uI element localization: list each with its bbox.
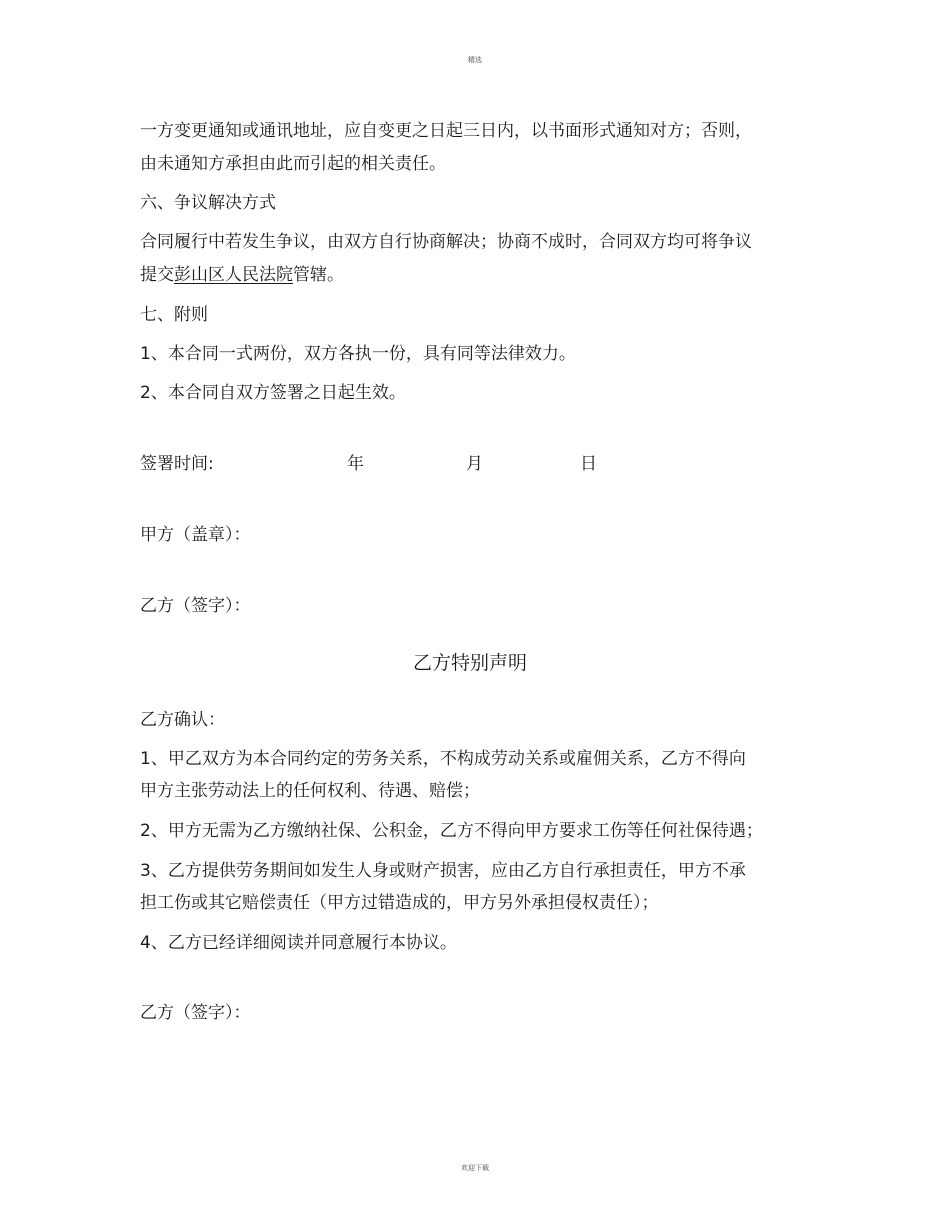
declaration-party-b-sign: 乙方（签字）： — [140, 1003, 251, 1023]
declaration-item-3-line-1: 3、乙方提供劳务期间如发生人身或财产损害，应由乙方自行承担责任，甲方不承 — [140, 861, 746, 881]
sign-day: 日 — [580, 454, 597, 474]
declaration-item-1-line-2: 甲方主张劳动法上的任何权利、待遇、赔偿； — [140, 781, 480, 801]
declaration-confirm: 乙方确认： — [140, 710, 225, 730]
declaration-item-4: 4、乙方已经详细阅读并同意履行本协议。 — [140, 933, 457, 953]
section7-item-1: 1、本合同一式两份，双方各执一份，具有同等法律效力。 — [140, 344, 576, 364]
page-header-mark: 精选 — [468, 56, 482, 64]
declaration-item-3-line-2: 担工伤或其它赔偿责任（甲方过错造成的，甲方另外承担侵权责任）； — [140, 893, 659, 913]
notice-line-2: 由未通知方承担由此而引起的相关责任。 — [140, 154, 446, 174]
section6-line-2-prefix: 提交 — [140, 265, 174, 285]
declaration-item-2: 2、甲方无需为乙方缴纳社保、公积金，乙方不得向甲方要求工伤等任何社保待遇； — [140, 821, 763, 841]
party-a-seal: 甲方（盖章）： — [140, 525, 251, 545]
court-name: 彭山区人民法院 — [174, 265, 293, 285]
sign-date-label: 签署时间: — [140, 454, 214, 474]
sign-year: 年 — [347, 454, 364, 474]
sign-month: 月 — [466, 454, 483, 474]
section6-line-1: 合同履行中若发生争议，由双方自行协商解决；协商不成时，合同双方均可将争议 — [140, 232, 752, 252]
notice-line-1: 一方变更通知或通讯地址，应自变更之日起三日内，以书面形式通知对方；否则， — [140, 121, 752, 141]
section6-title: 六、争议解决方式 — [140, 193, 276, 213]
section7-title: 七、附则 — [140, 305, 208, 325]
party-b-sign: 乙方（签字）： — [140, 596, 251, 616]
section6-line-2 — [140, 264, 344, 286]
declaration-item-1-line-1: 1、甲乙双方为本合同约定的劳务关系，不构成劳动关系或雇佣关系，乙方不得向 — [140, 749, 746, 769]
page-footer-mark: 欢迎下载 — [461, 1164, 489, 1172]
section6-line-2-suffix: 管辖。 — [293, 265, 344, 285]
section7-item-2: 2、本合同自双方签署之日起生效。 — [140, 383, 406, 403]
declaration-title: 乙方特别声明 — [412, 652, 527, 674]
